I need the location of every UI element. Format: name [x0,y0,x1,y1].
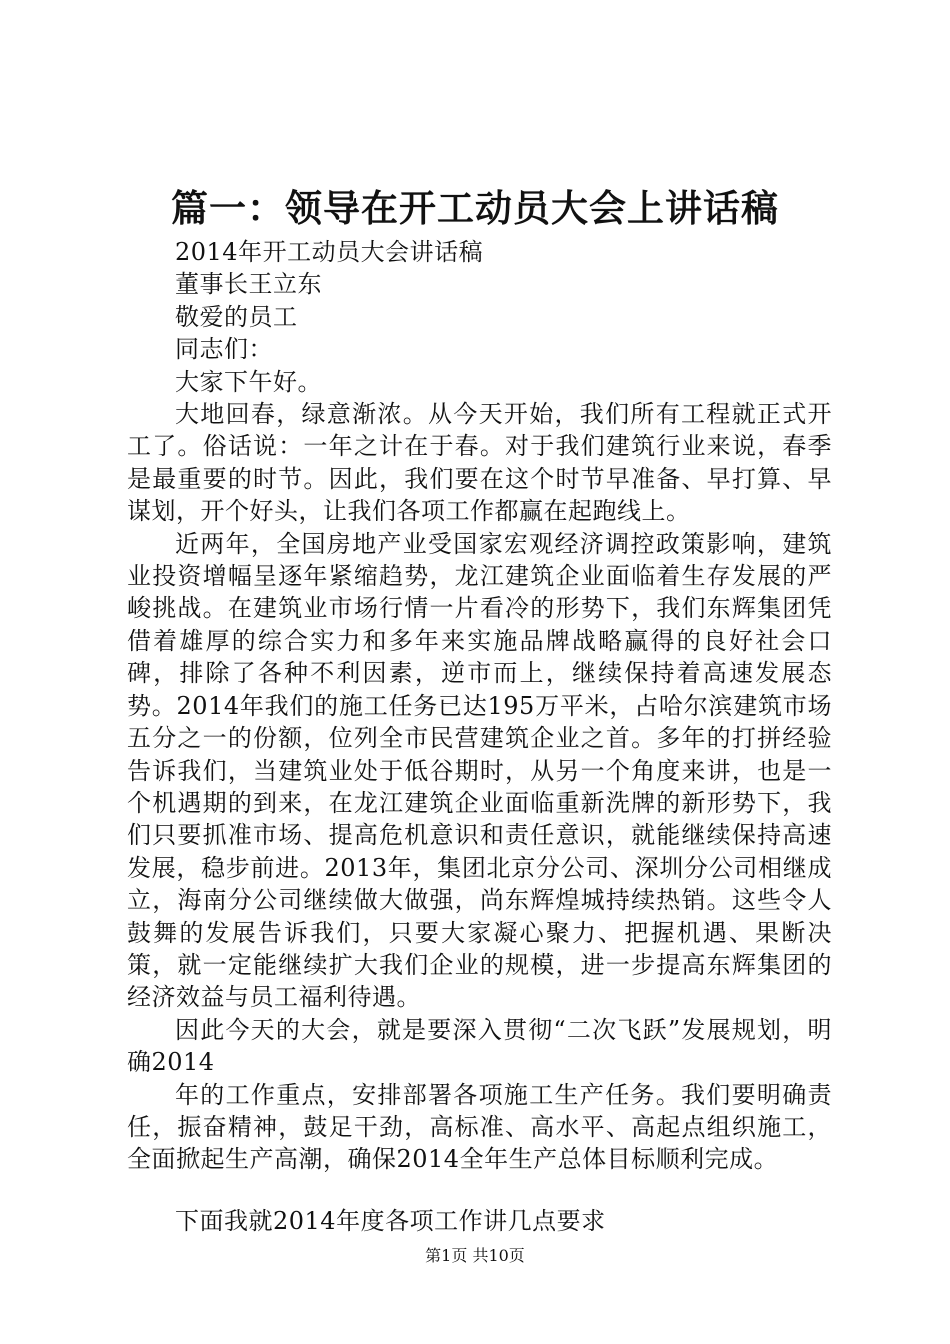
paragraph-work-focus: 年的工作重点，安排部署各项施工生产任务。我们要明确责任，振奋精神，鼓足干劲，高标准、高水平、高起点组织施工，全面掀起生产高潮，确保2014全年生产总体目标顺利完成。 [127,1080,832,1174]
greeting-line: 大家下午好。 [175,367,322,396]
salutation-employees: 敬爱的员工 [175,302,298,331]
paragraph-spring: 大地回春，绿意渐浓。从今天开始，我们所有工程就正式开工了。俗话说：一年之计在于春。对于我们建筑行业来说，春季是最重要的时节。因此，我们要在这个时节早准备、早打算、早谋划，开个好头，让我们各项工作都赢在起跑线上。 [127,400,832,526]
page-number: 第1页 共10页 [425,1246,525,1265]
speaker-line: 董事长王立东 [175,270,322,299]
document-body [127,236,832,1237]
paragraph-industry: 近两年，全国房地产业受国家宏观经济调控政策影响，建筑业投资增幅呈逐年紧缩趋势，龙江建筑企业面临着生存发展的严峻挑战。在建筑业市场行情一片看冷的形势下，我们东辉集团凭借着雄厚的综合实力和多年来实施品牌战略赢得的良好社会口碑，排除了各种不利因素，逆市而上，继续保持着高速发展态势。2014年我们的施工任务已达195万平米，占哈尔滨建筑市场五分之一的份额，位列全市民营建筑企业之首。多年的打拼经验告诉我们，当建筑业处于低谷期时，从另一个角度来讲，也是一个机遇期的到来，在龙江建筑企业面临重新洗牌的新形势下，我们只要抓准市场、提高危机意识和责任意识，就能继续保持高速发展，稳步前进。2013年，集团北京分公司、深圳分公司相继成立，海南分公司继续做大做强，尚东辉煌城持续热销。这些令人鼓舞的发展告诉我们，只要大家凝心聚力、把握机遇、果断决策，就一定能继续扩大我们企业的规模，进一步提高东辉集团的经济效益与员工福利待遇。 [127,529,832,1012]
speech-heading: 2014年开工动员大会讲话稿 [175,238,484,266]
paragraph-requirements-intro: 下面我就2014年度各项工作讲几点要求 [175,1206,606,1235]
paragraph-meeting-purpose: 因此今天的大会，就是要深入贯彻“二次飞跃”发展规划，明确2014 [127,1015,832,1077]
document-title: 篇一：领导在开工动员大会上讲话稿 [171,186,779,230]
salutation-comrades: 同志们： [175,335,273,364]
